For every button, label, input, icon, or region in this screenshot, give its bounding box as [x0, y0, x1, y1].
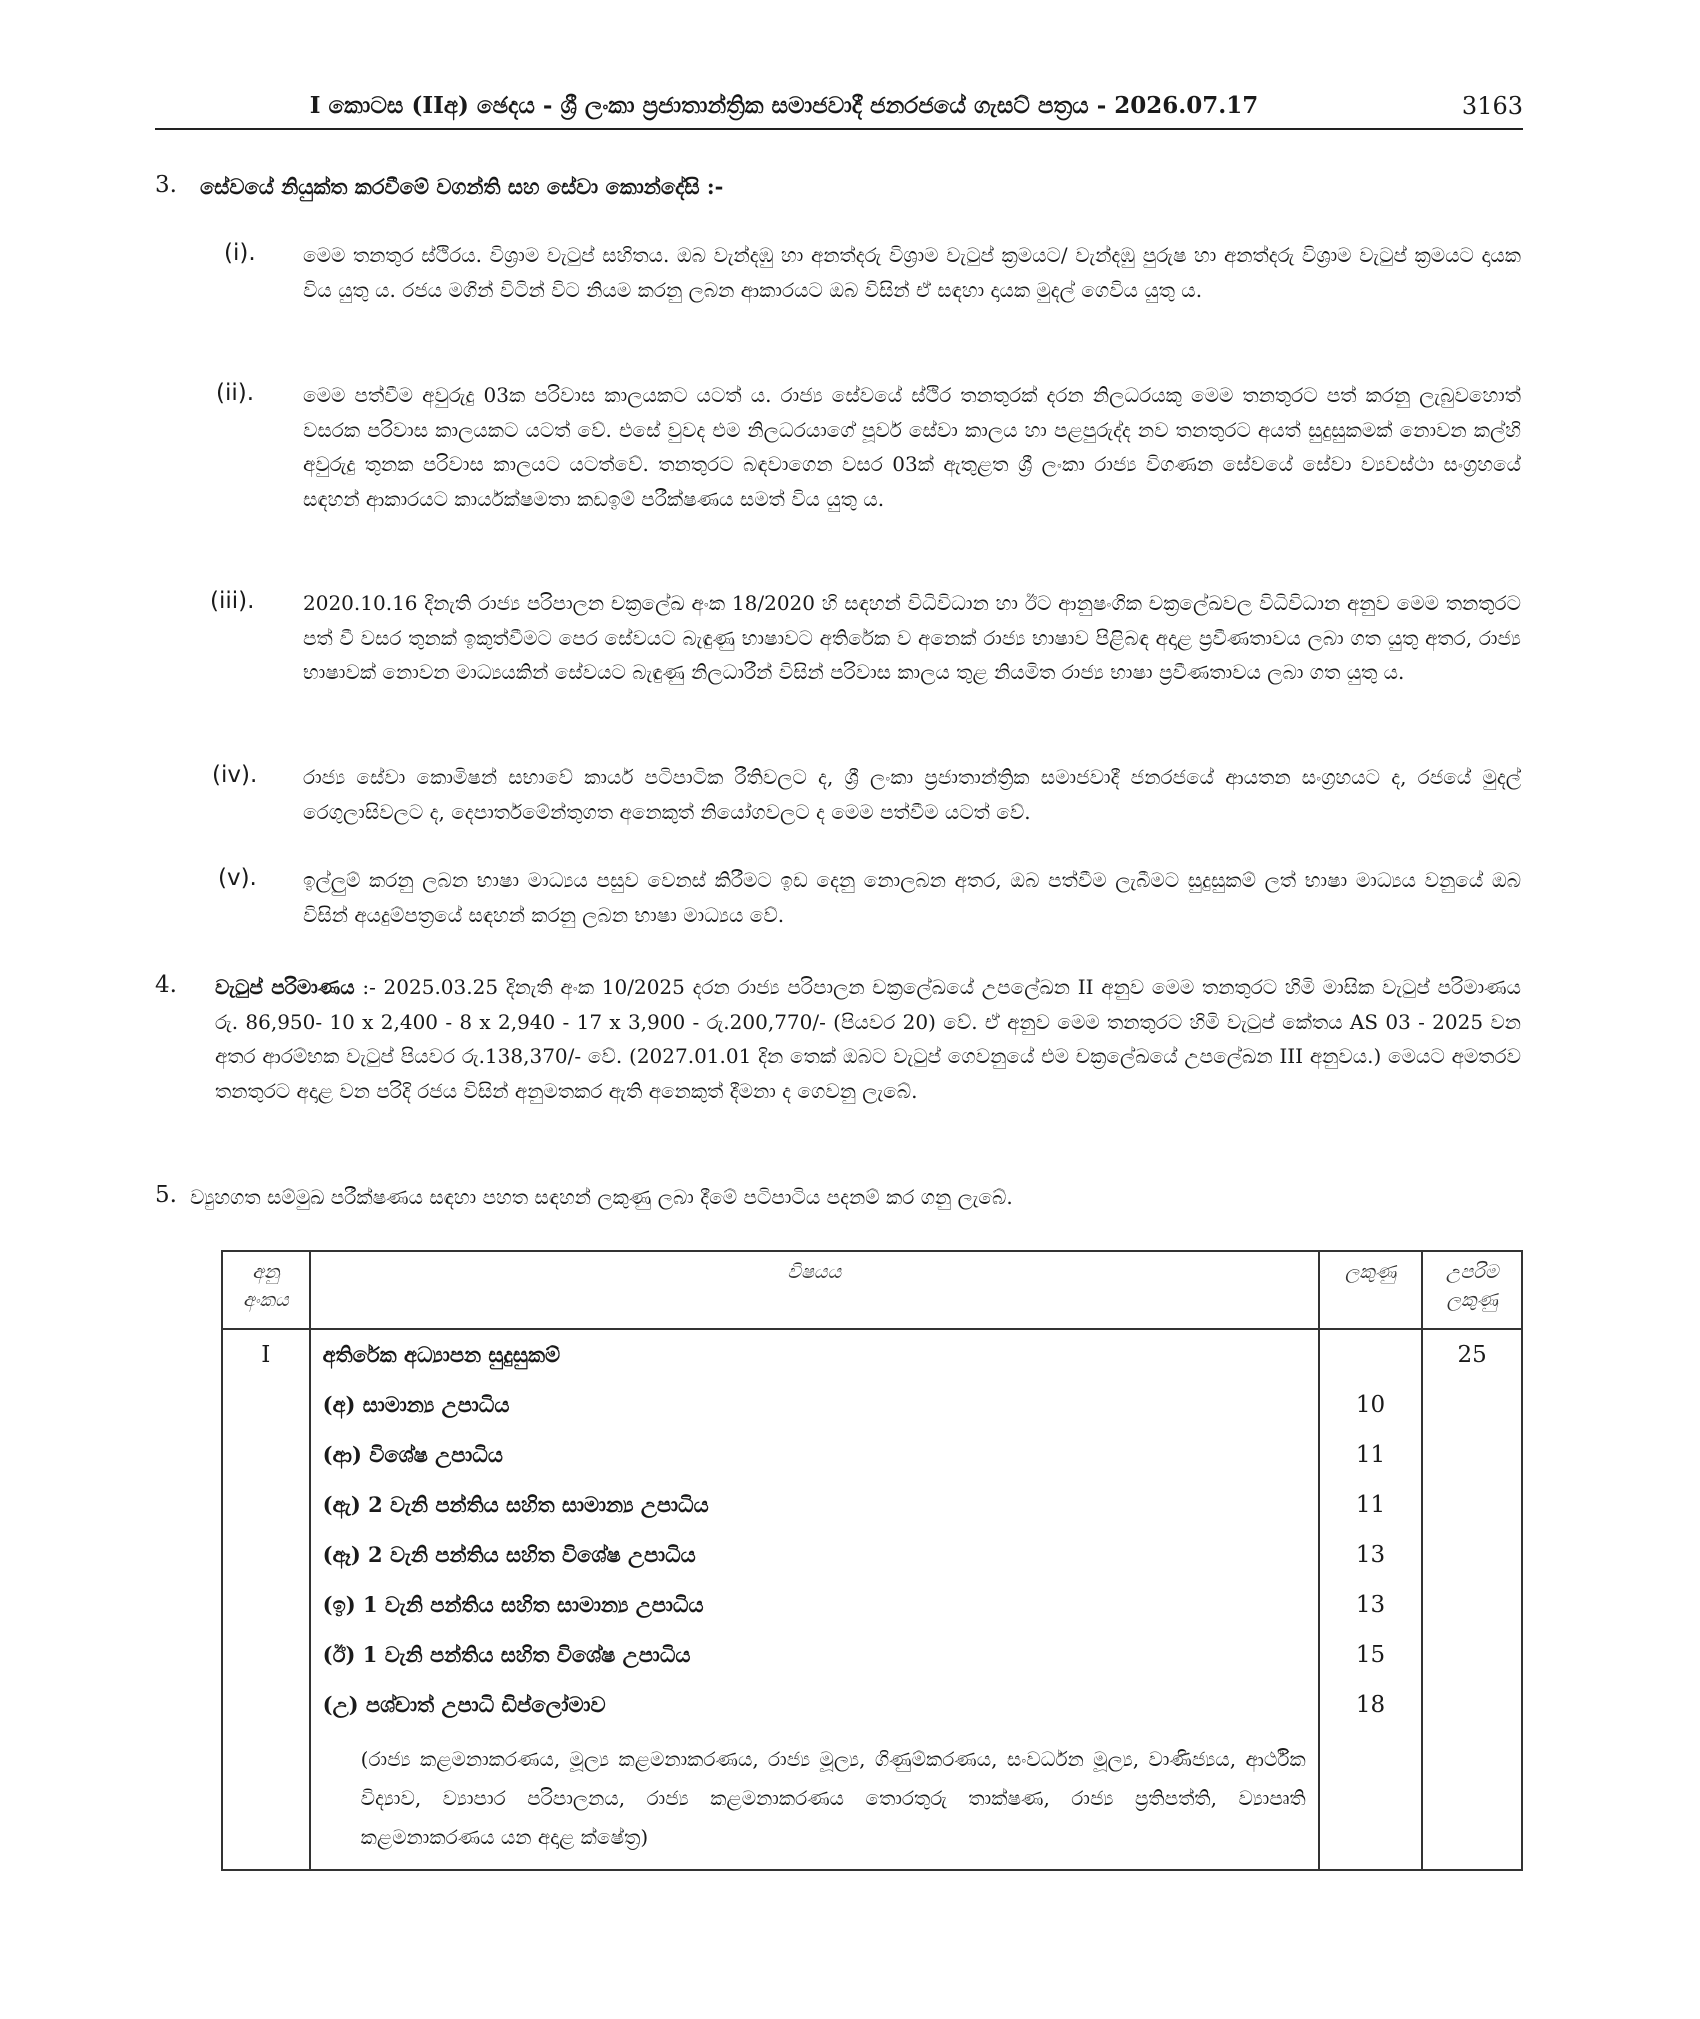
section-4-text: [215, 970, 1521, 1108]
row-serial-cell: [222, 1329, 310, 1870]
salary-scale-label: වැටුප් පරිමාණය: [215, 975, 355, 999]
header-max-marks-line2: ලකුණු: [1446, 1289, 1498, 1311]
marks-value: 11: [1355, 1492, 1386, 1518]
marks-value: 15: [1355, 1642, 1386, 1668]
section-3-number: 3.: [155, 172, 177, 198]
row-serial-no: I: [261, 1342, 271, 1368]
row-subject-cell: [310, 1329, 1319, 1870]
qualification-item: (ඊ) 1 වැනි පන්තිය සහිත විශේෂ උපාධිය: [322, 1642, 691, 1667]
item-iii-number: (iii).: [210, 588, 255, 614]
marks-value: 13: [1355, 1542, 1386, 1568]
header-title: I කොටස (IIඅ) ඡෙදය - ශ්‍රී ලංකා ප්‍රජාතාන්ත්‍රික සමාජවාදී ජනරජයේ ගැසට් පත්‍රය - 2026.07.17: [309, 92, 1259, 119]
marks-value: 18: [1355, 1692, 1386, 1718]
table-row: [222, 1329, 1522, 1870]
item-v-number: (v).: [218, 865, 257, 891]
salary-scale-text: :- 2025.03.25 දිනැති අංක 10/2025 දරන රාජ්‍ය පරිපාලන චක්‍රලේඛයේ උපලේඛන II අනුව මෙම තනතුරට හිමි මාසික වැටුප් පරිමාණය රු. 86,950- 10 x 2,400 - 8 x 2,940 - 17 x 3,900 - රු.200,770/- (පියවර 20) වේ. ඒ අනුව මෙම තනතුරට හිමි වැටුප් කේතය AS 03 - 2025 වන අතර ආරම්භක වැටුප් පියවර රු.138,370/- වේ. (2027.01.01 දින තෙක් ඔබට වැටුප් ගෙවනුයේ එම චක්‍රලේඛයේ උපලේඛන III අනුවය.) මෙයට අමතරව තනතුරට අදාළ වන පරිදි රජය විසින් අනුමතකර ඇති අනෙකුත් දීමනා ද ගෙවනු ලැබේ.: [215, 975, 1522, 1103]
marks-value: 11: [1355, 1442, 1386, 1468]
item-i-number: (i).: [224, 240, 256, 266]
qualification-item: (ඇ) 2 වැනි පන්තිය සහිත සාමාන්‍ය උපාධිය: [322, 1492, 709, 1517]
marks-value: 10: [1355, 1392, 1386, 1418]
qualification-item: (ඈ) 2 වැනි පන්තිය සහිත විශේෂ උපාධිය: [322, 1542, 696, 1567]
marks-table: [221, 1250, 1523, 1871]
item-iv-number: (iv).: [212, 762, 258, 788]
item-i-text: මෙම තනතුර ස්ථිරය. විශ්‍රාම වැටුප් සහිතය. ඔබ වැන්දඹු හා අනත්දරු විශ්‍රාම වැටුප් ක්‍රමයට/ වැන්දඹු පුරුෂ හා අනත්දරු විශ්‍රාම වැටුප් ක්‍රමයට දායක විය යුතු ය. රජය මගින් විටින් විට නියම කරනු ලබන ආකාරයට ඔබ විසින් ඒ සඳහා දායක මුදල් ගෙවිය යුතු ය.: [303, 243, 1521, 302]
row-title: අතිරේක අධ්‍යාපන සුදුසුකම්: [322, 1342, 561, 1367]
marks-value-blank: [1320, 1330, 1422, 1380]
section-5-text: ව්‍යුහගත සම්මුඛ පරීක්ෂණය සඳහා පහත සඳහන් ලකුණු ලබා දීමේ පටිපාටිය පදනම් කර ගනු ලැබේ.: [190, 1185, 1013, 1209]
header-max-marks-line1: උපරිම: [1445, 1261, 1499, 1283]
section-4-number: 4.: [155, 972, 177, 998]
qualification-item: (අ) සාමාන්‍ය උපාධිය: [322, 1392, 510, 1417]
header-serial-no-line2: අංකය: [243, 1289, 289, 1311]
item-ii-text: මෙම පත්වීම අවුරුදු 03ක පරිවාස කාලයකට යටත් ය. රාජ්‍ය සේවයේ ස්ථිර තනතුරක් දරන නිලධරයකු මෙම තනතුරට පත් කරනු ලැබුවහොත් වසරක පරිවාස කාලයකට යටත් වේ. එසේ වුවද එම නිලධරයාගේ පූර්ව සේවා කාලය හා පළපුරුද්ද නව තනතුරට අයත් සුදුසුකමක් නොවන කල්හි අවුරුදු තුනක පරිවාස කාලයට යටත්වේ. තනතුරට බඳවාගෙන වසර 03ක් ඇතුළත ශ්‍රී ලංකා රාජ්‍ය විගණන සේවයේ සේවා ව්‍යවස්ථා සංග්‍රහයේ සඳහන් ආකාරයට කාර්යක්ෂමතා කඩඉම් පරීක්ෂණය සමත් විය යුතු ය.: [303, 383, 1521, 511]
table-header-row: [222, 1251, 1522, 1329]
item-iii-text: 2020.10.16 දිනැති රාජ්‍ය පරිපාලන චක්‍රලේඛ අංක 18/2020 හි සඳහන් විධිවිධාන හා ඊට ආනුෂංගික චක්‍රලේඛවල විධිවිධාන අනුව මෙම තනතුරට පත් වී වසර තුනක් ඉකුත්වීමට පෙර සේවයට බැඳුණු භාෂාවට අතිරේක ව අනෙක් රාජ්‍ය භාෂාව පිළිබඳ අදාළ ප්‍රවීණතාවය ලබා ගත යුතු අතර, රාජ්‍ය භාෂාවක් නොවන මාධ්‍යයකින් සේවයට බැඳුණු නිලධාරීන් විසින් පරිවාස කාලය තුළ නියමිත රාජ්‍ය භාෂා ප්‍රවීණතාවය ලබා ගත යුතු ය.: [303, 591, 1522, 684]
header-serial-no-line1: අනු: [252, 1261, 280, 1283]
header-marks: ලකුණු: [1319, 1251, 1423, 1329]
header-max-marks: [1422, 1251, 1522, 1329]
header-serial-no: [222, 1251, 310, 1329]
page-header: [155, 92, 1523, 130]
page-number: 3163: [1461, 92, 1523, 120]
max-marks-value: 25: [1457, 1342, 1487, 1368]
item-iv-text: රාජ්‍ය සේවා කොමිෂන් සභාවේ කාර්ය පටිපාටික රීතිවලට ද, ශ්‍රී ලංකා ප්‍රජාතාන්ත්‍රික සමාජවාදී ජනරජයේ ආයතන සංග්‍රහයට ද, රජයේ මුදල් රෙගුලාසිවලට ද, දෙපාර්තමේන්තුගත අනෙකුත් නියෝගවලට ද මෙම පත්වීම යටත් වේ.: [303, 765, 1521, 824]
row-max-marks-cell: [1422, 1329, 1522, 1870]
section-5-number: 5.: [155, 1182, 177, 1208]
item-ii-number: (ii).: [216, 380, 255, 406]
qualification-item: (උ) පශ්චාත් උපාධි ඩිප්ලෝමාව: [322, 1692, 606, 1717]
marks-value: 13: [1355, 1592, 1386, 1618]
diploma-fields-note: (රාජ්‍ය කළමනාකරණය, මූල්‍ය කළමනාකරණය, රාජ්‍ය මූල්‍ය, ගිණුම්කරණය, සංවර්ධන මූල්‍ය, වාණිජ්‍යය, ආර්ථික විද්‍යාව, ව්‍යාපාර පරිපාලනය, රාජ්‍ය කළමනාකරණය තොරතුරු තාක්ෂණ, රාජ්‍ය ප්‍රතිපත්ති, ව්‍යාපෘති කළමනාකරණය යන අදාළ ක්ෂේත්‍ර): [360, 1747, 1306, 1849]
header-subject: විෂයය: [310, 1251, 1319, 1329]
section-3-heading: සේවයේ නියුක්ත කරවීමේ වගන්ති සහ සේවා කොන්දේසි :-: [200, 174, 724, 199]
qualification-item: (ඉ) 1 වැනි පන්තිය සහිත සාමාන්‍ය උපාධිය: [322, 1592, 704, 1617]
item-v-text: ඉල්ලුම් කරනු ලබන භාෂා මාධ්‍යය පසුව වෙනස් කිරීමට ඉඩ දෙනු නොලබන අතර, ඔබ පත්වීම ලැබීමට සුදුසුකම් ලත් භාෂා මාධ්‍යය වනුයේ ඔබ විසින් අයදුම්පත්‍රයේ සඳහන් කරනු ලබන භාෂා මාධ්‍යය වේ.: [303, 868, 1521, 927]
row-marks-cell: [1319, 1329, 1423, 1870]
qualification-item: (ආ) විශේෂ උපාධිය: [322, 1442, 503, 1467]
